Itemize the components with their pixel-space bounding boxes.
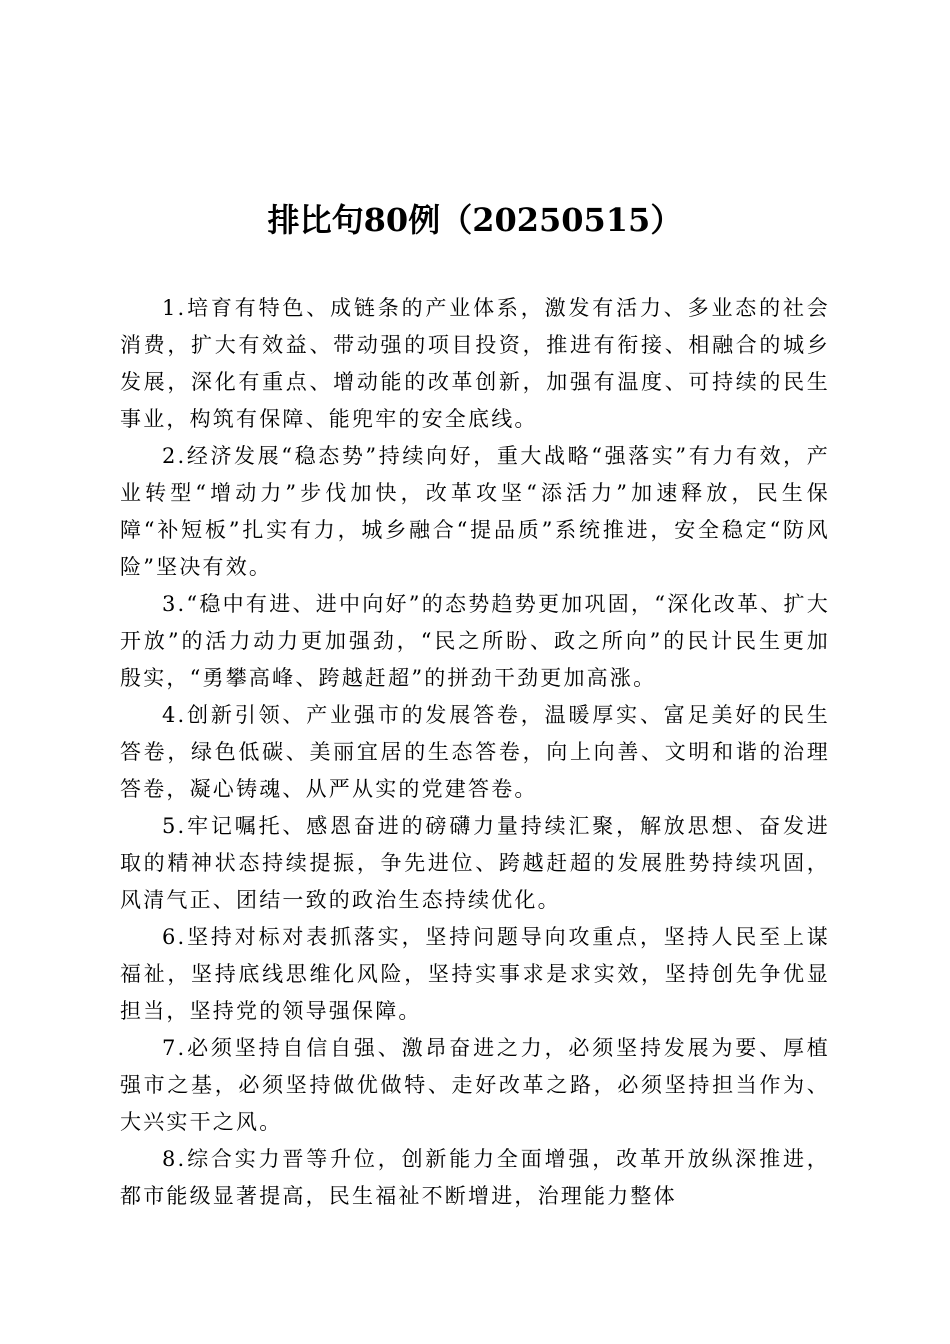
document-title: 排比句80例（20250515） xyxy=(267,201,683,239)
paragraph-8: 8.综合实力晋等升位，创新能力全面增强，改革开放纵深推进，都市能级显著提高，民生福祉不断增进，治理能力整体 xyxy=(120,1147,830,1208)
paragraph-4: 4.创新引领、产业强市的发展答卷，温暖厚实、富足美好的民生答卷，绿色低碳、美丽宜居的生态答卷，向上向善、文明和谐的治理答卷，凝心铸魂、从严从实的党建答卷。 xyxy=(120,703,830,801)
paragraph-6: 6.坚持对标对表抓落实，坚持问题导向攻重点，坚持人民至上谋福祉，坚持底线思维化风险，坚持实事求是求实效，坚持创先争优显担当，坚持党的领导强保障。 xyxy=(120,925,830,1023)
paragraph-2: 2.经济发展“稳态势”持续向好，重大战略“强落实”有力有效，产业转型“增动力”步伐加快，改革攻坚“添活力”加速释放，民生保障“补短板”扎实有力，城乡融合“提品质”系统推进，安全稳定“防风险”坚决有效。 xyxy=(120,444,830,579)
paragraph-3: 3.“稳中有进、进中向好”的态势趋势更加巩固，“深化改革、扩大开放”的活力动力更加强劲，“民之所盼、政之所向”的民计民生更加殷实，“勇攀高峰、跨越赶超”的拼劲干劲更加高涨。 xyxy=(120,592,830,690)
paragraph-7: 7.必须坚持自信自强、激昂奋进之力，必须坚持发展为要、厚植强市之基，必须坚持做优做特、走好改革之路，必须坚持担当作为、大兴实干之风。 xyxy=(120,1036,830,1134)
paragraph-5: 5.牢记嘱托、感恩奋进的磅礴力量持续汇聚，解放思想、奋发进取的精神状态持续提振，争先进位、跨越赶超的发展胜势持续巩固，风清气正、团结一致的政治生态持续优化。 xyxy=(120,814,830,912)
document-body xyxy=(120,290,830,1215)
paragraph-1: 1.培育有特色、成链条的产业体系，激发有活力、多业态的社会消费，扩大有效益、带动强的项目投资，推进有衔接、相融合的城乡发展，深化有重点、增动能的改革创新，加强有温度、可持续的民生事业，构筑有保障、能兜牢的安全底线。 xyxy=(120,296,830,431)
